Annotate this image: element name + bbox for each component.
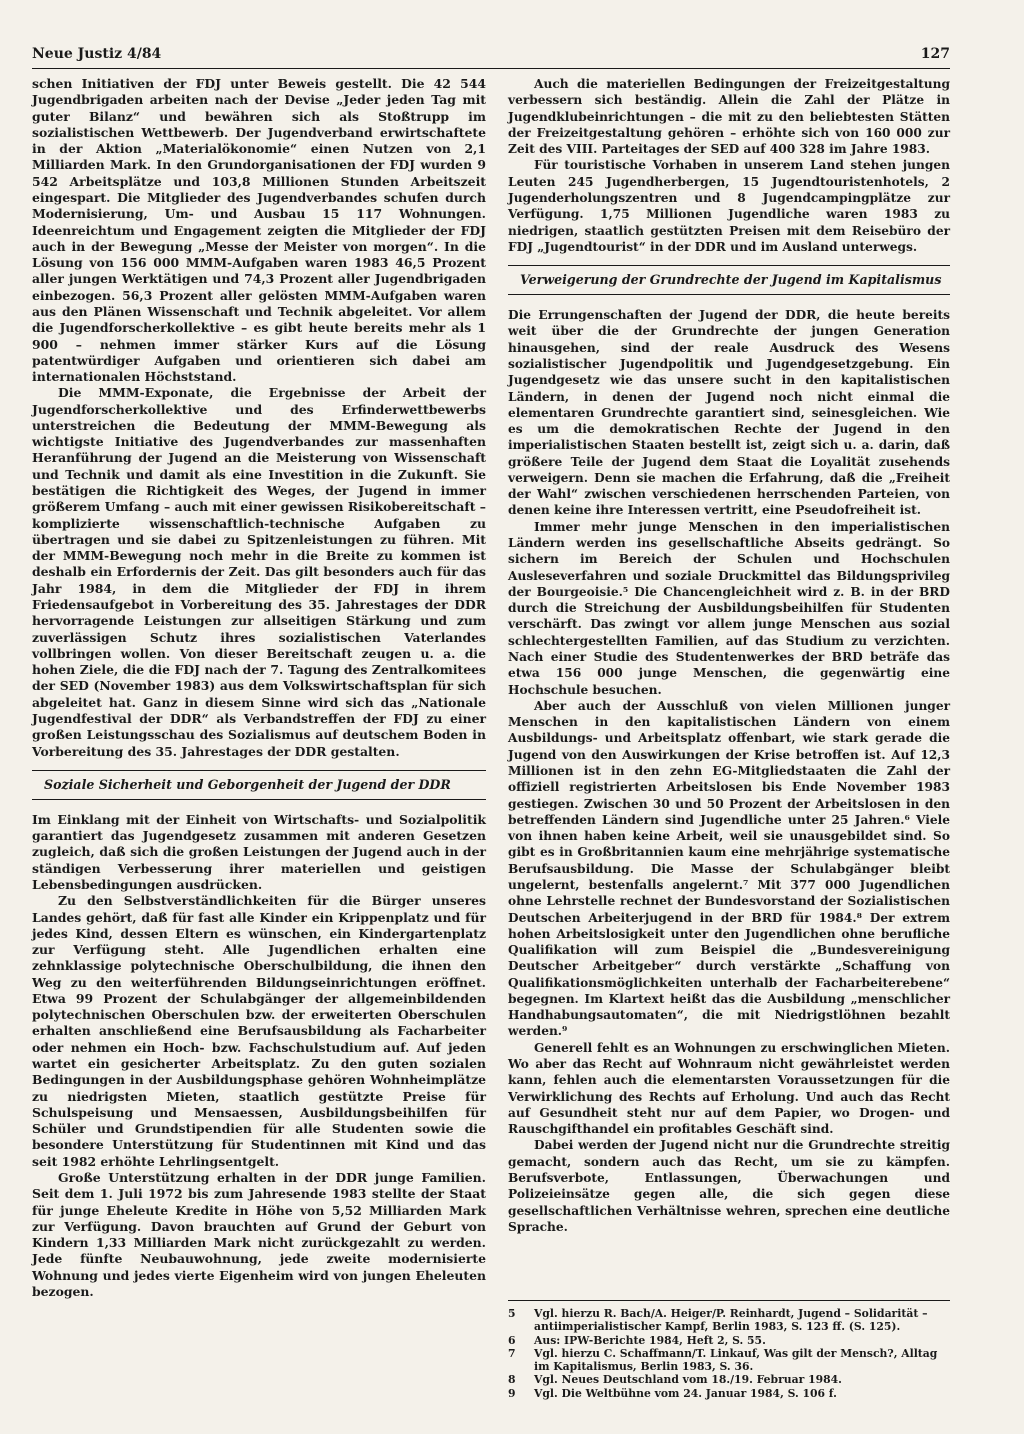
running-header bbox=[32, 46, 950, 69]
paragraph: Für touristische Vorhaben in unserem Land stehen jungen Leuten 245 Jugendherbergen, 15 Jugendtouristenhotels, 2 Jugenderholungszentren und 8 Jugendcampingplätze zur Verfügung. 1,75 Millionen Jugendliche waren 1983 zu niedrigen, staatlich gestützten Preisen mit dem Reisebüro der FDJ „Jugendtourist“ in der DDR und im Ausland unterwegs. bbox=[508, 158, 950, 254]
paragraph: Die Errungenschaften der Jugend der DDR, die heute bereits weit über die der Grundrechte der jungen Generation hinausgehen, sind der reale Ausdruck des Wesens sozialistischer Jugendpolitik und Jugendgesetzgebung. Ein Jugendgesetz wie das unsere sucht in den kapitalistischen Ländern, in denen der Jugend noch nicht einmal die elementaren Grundrechte garantiert sind, seinesgleichen. Wie es um die demokratischen Rechte der Jugend in den imperialistischen Staaten bestellt ist, zeigt sich u. a. darin, daß größere Teile der Jugend dem Staat die Loyalität zusehends verweigern. Denn sie machen die Erfahrung, daß die „Freiheit der Wahl“ zwischen verschiedenen herrschenden Parteien, von denen keine ihre Interessen vertritt, eine Pseudofreiheit ist. bbox=[508, 308, 950, 518]
footnote-text: Vgl. hierzu R. Bach/A. Heiger/P. Reinhardt, Jugend – Solidarität – antiimperialistischer Kampf, Berlin 1983, S. 123 ff. (S. 125). bbox=[534, 1307, 928, 1334]
footnote-text: Vgl. hierzu C. Schaffmann/T. Linkauf, Was gilt der Mensch?, Alltag im Kapitalismus, Berlin 1983, S. 36. bbox=[534, 1346, 938, 1374]
section-heading: Verweigerung der Grundrechte der Jugend im Kapitalismus bbox=[508, 265, 950, 295]
paragraph: Im Einklang mit der Einheit von Wirtschafts- und Sozialpolitik garantiert das Jugendgesetz zusammen mit anderen Gesetzen zugleich, daß sich die großen Leistungen der Jugend auch in der ständigen Verbesserung ihrer materiellen und geistigen Lebensbedingungen ausdrücken. bbox=[32, 811, 486, 892]
paragraph: Aber auch der Ausschluß von vielen Millionen junger Menschen in den kapitalistischen Ländern von einem Ausbildungs- und Arbeitsplatz offenbart, wie stark gerade die Jugend von den Auswirkungen der Krise betroffen ist. Auf 12,3 Millionen ist in den zehn EG-Mitgliedstaaten die Zahl der offiziell registrierten Arbeitslosen bis Ende November 1983 gestiegen. Zwischen 30 und 50 Prozent der Arbeitslosen in den betreffenden Ländern sind Jugendliche unter 25 Jahren.⁶ Viele von ihnen haben keine Arbeit, weil sie unausgebildet sind. So gibt es in Großbritannien kaum eine mehrjährige systematische Berufsausbildung. Die Masse der Schulabgänger bleibt ungelernt, bestenfalls angelernt.⁷ Mit 377 000 Jugendlichen ohne Lehrstelle rechnet der Bundesvorstand der Sozialistischen Deutschen Arbeiterjugend in der BRD für 1984.⁸ Der extrem hohen Arbeitslosigkeit unter den Jugendlichen ohne berufliche Qualifikation will zum Beispiel die „Bundesvereinigung Deutscher Arbeitgeber“ durch verstärkte „Schaffung von Qualifikationsmöglichkeiten unterhalb der Facharbeiterebene“ begegnen. Im Klartext heißt das die Ausbildung „menschlicher Handhabungsautomaten“, die mit Niedrigstlöhnen bezahlt werden.⁹ bbox=[508, 698, 950, 1039]
footnote-number: 5 bbox=[508, 1307, 516, 1320]
footnote bbox=[508, 1347, 950, 1374]
paragraph: Große Unterstützung erhalten in der DDR junge Familien. Seit dem 1. Juli 1972 bis zum Jahresende 1983 stellte der Staat für junge Eheleute Kredite in Höhe von 5,52 Milliarden Mark zur Verfügung. Davon brauchten auf Grund der Geburt von Kindern 1,33 Milliarden Mark nicht zurückgezahlt zu werden. Jede fünfte Neubauwohnung, jede zweite modernisierte Wohnung und jedes vierte Eigenheim wird von jungen Eheleuten bezogen. bbox=[32, 1170, 486, 1299]
footnote bbox=[508, 1373, 950, 1386]
footnote bbox=[508, 1307, 950, 1334]
left-column bbox=[32, 76, 486, 1300]
footnote bbox=[508, 1334, 950, 1347]
section-heading: Soziale Sicherheit und Geborgenheit der Jugend der DDR bbox=[32, 770, 486, 800]
footnote-text: Vgl. Neues Deutschland vom 18./19. Februar 1984. bbox=[534, 1373, 842, 1387]
page-number: 127 bbox=[920, 46, 950, 62]
paragraph: schen Initiativen der FDJ unter Beweis gestellt. Die 42 544 Jugendbrigaden arbeiten nach der Devise „Jeder jeden Tag mit guter Bilanz“ und bewähren sich als Stoßtrupp im sozialistischen Wettbewerb. Der Jugendverband erwirtschaftete in der Aktion „Materialökonomie“ einen Nutzen von 2,1 Milliarden Mark. In den Grundorganisationen der FDJ wurden 9 542 Arbeitsplätze und 103,8 Millionen Stunden Arbeitszeit eingespart. Die Mitglieder des Jugendverbandes schufen durch Modernisierung, Um- und Ausbau 15 117 Wohnungen. Ideenreichtum und Engagement zeigten die Mitglieder der FDJ auch in der Bewegung „Messe der Meister von morgen“. In die Lösung von 156 000 MMM-Aufgaben waren 1983 46,5 Prozent aller jungen Werktätigen und 74,3 Prozent aller Jugendbrigaden einbezogen. 56,3 Prozent aller gelösten MMM-Aufgaben waren aus den Plänen Wissenschaft und Technik abgeleitet. Vor allem die Jugendforscherkollektive – es gibt heute bereits mehr als 1 900 – nehmen immer stärker Kurs auf die Lösung patentwürdiger Aufgaben und orientieren sich dabei am internationalen Höchststand. bbox=[32, 76, 486, 385]
footnote-number: 9 bbox=[508, 1386, 516, 1400]
footnote-text: Aus: IPW-Berichte 1984, Heft 2, S. 55. bbox=[534, 1333, 766, 1347]
footnote bbox=[508, 1387, 950, 1400]
right-column bbox=[508, 76, 950, 1235]
paragraph: Auch die materiellen Bedingungen der Freizeitgestaltung verbessern sich beständig. Allein die Zahl der Plätze in Jugendklubeinrichtungen – die mit zu den beliebtesten Stätten der Freizeitgestaltung gehören – erhöhte sich von 160 000 zur Zeit des VIII. Parteitages der SED auf 400 328 im Jahre 1983. bbox=[508, 77, 950, 157]
paragraph: Dabei werden der Jugend nicht nur die Grundrechte streitig gemacht, sondern auch das Recht, um sie zu kämpfen. Berufsverbote, Entlassungen, Überwachungen und Polizeieinsätze gegen alle, die sich gegen diese gesellschaftlichen Verhältnisse wehren, sprechen eine deutliche Sprache. bbox=[508, 1138, 950, 1234]
paragraph: Die MMM-Exponate, die Ergebnisse der Arbeit der Jugendforscherkollektive und des Erfinderwettbewerbs unterstreichen die Bedeutung der MMM-Bewegung als wichtigste Initiative des Jugendverbandes zur massenhaften Heranführung der Jugend an die Meisterung von Wissenschaft und Technik und damit als eine Investition in die Zukunft. Sie bestätigen die Richtigkeit des Weges, der Jugend in immer größerem Umfang – auch mit einer gewissen Risikobereitschaft – komplizierte wissenschaftlich-technische Aufgaben zu übertragen und sie dabei zu Spitzenleistungen zu führen. Mit der MMM-Bewegung noch mehr in die Breite zu kommen ist deshalb ein Erfordernis der Zeit. Das gilt besonders auch für das Jahr 1984, in dem die Mitglieder der FDJ in ihrem Friedensaufgebot in Vorbereitung des 35. Jahrestages der DDR hervorragende Leistungen zur allseitigen Stärkung und zum zuverlässigen Schutz ihres sozialistischen Vaterlandes vollbringen wollen. Von dieser Bereitschaft zeugen u. a. die hohen Ziele, die die FDJ nach der 7. Tagung des Zentralkomitees der SED (November 1983) aus dem Volkswirtschaftsplan für sich abgeleitet hat. Ganz in diesem Sinne wird sich das „Nationale Jugendfestival der DDR“ als Verbandstreffen der FDJ zu einer großen Leistungsschau des Sozialismus auf deutschem Boden in Vorbereitung des 35. Jahrestages der DDR gestalten. bbox=[32, 385, 486, 759]
paragraph: Immer mehr junge Menschen in den imperialistischen Ländern werden ins gesellschaftliche Abseits gedrängt. So sichern im Bereich der Schulen und Hochschulen Ausleseverfahren und soziale Druckmittel das Bildungsprivileg der Bourgeoisie.⁵ Die Chancengleichheit wird z. B. in der BRD durch die Streichung der Ausbildungsbeihilfen für Studenten verschärft. Das zwingt vor allem junge Menschen aus sozial schlechtergestellten Familien, auf das Studium zu verzichten. Nach einer Studie des Studentenwerkes der BRD beträfe das etwa 156 000 junge Menschen, die gegenwärtig eine Hochschule besuchen. bbox=[508, 519, 950, 697]
footnotes bbox=[508, 1300, 950, 1400]
footnote-number: 6 bbox=[508, 1333, 516, 1347]
journal-issue: Neue Justiz 4/84 bbox=[32, 46, 162, 62]
footnote-number: 8 bbox=[508, 1373, 516, 1387]
paragraph: Generell fehlt es an Wohnungen zu erschwinglichen Mieten. Wo aber das Recht auf Wohnraum nicht gewährleistet werden kann, fehlen auch die elementarsten Voraussetzungen für die Verwirklichung des Rechts auf Erholung. Und auch das Recht auf Gesundheit steht nur auf dem Papier, wo Drogen- und Rauschgifthandel ein profitables Geschäft sind. bbox=[508, 1040, 950, 1137]
footnote-rule bbox=[508, 1300, 950, 1301]
paragraph: Zu den Selbstverständlichkeiten für die Bürger unseres Landes gehört, daß für fast alle Kinder ein Krippenplatz und für jedes Kind, dessen Eltern es wünschen, ein Kindergartenplatz zur Verfügung steht. Alle Jugendlichen erhalten eine zehnklassige polytechnische Oberschulbildung, die ihnen den Weg zu den weiterführenden Bildungseinrichtungen eröffnet. Etwa 99 Prozent der Schulabgänger der allgemeinbildenden polytechnischen Oberschulen bzw. der erweiterten Oberschulen erhalten anschließend eine Berufsausbildung als Facharbeiter oder nehmen ein Hoch- bzw. Fachschulstudium auf. Auf jeden wartet ein gesicherter Arbeitsplatz. Zu den guten sozialen Bedingungen in der Ausbildungsphase gehören Wohnheimplätze zu niedrigsten Mieten, staatlich gestützte Preise für Schulspeisung und Mensaessen, Ausbildungsbeihilfen für Schüler und Grundstipendien für alle Studenten sowie die besondere Unterstützung für Studentinnen mit Kind und das seit 1982 erhöhte Lehrlingsentgelt. bbox=[32, 893, 486, 1169]
footnote-number: 7 bbox=[508, 1346, 516, 1360]
footnote-text: Vgl. Die Weltbühne vom 24. Januar 1984, S. 106 f. bbox=[534, 1386, 837, 1400]
